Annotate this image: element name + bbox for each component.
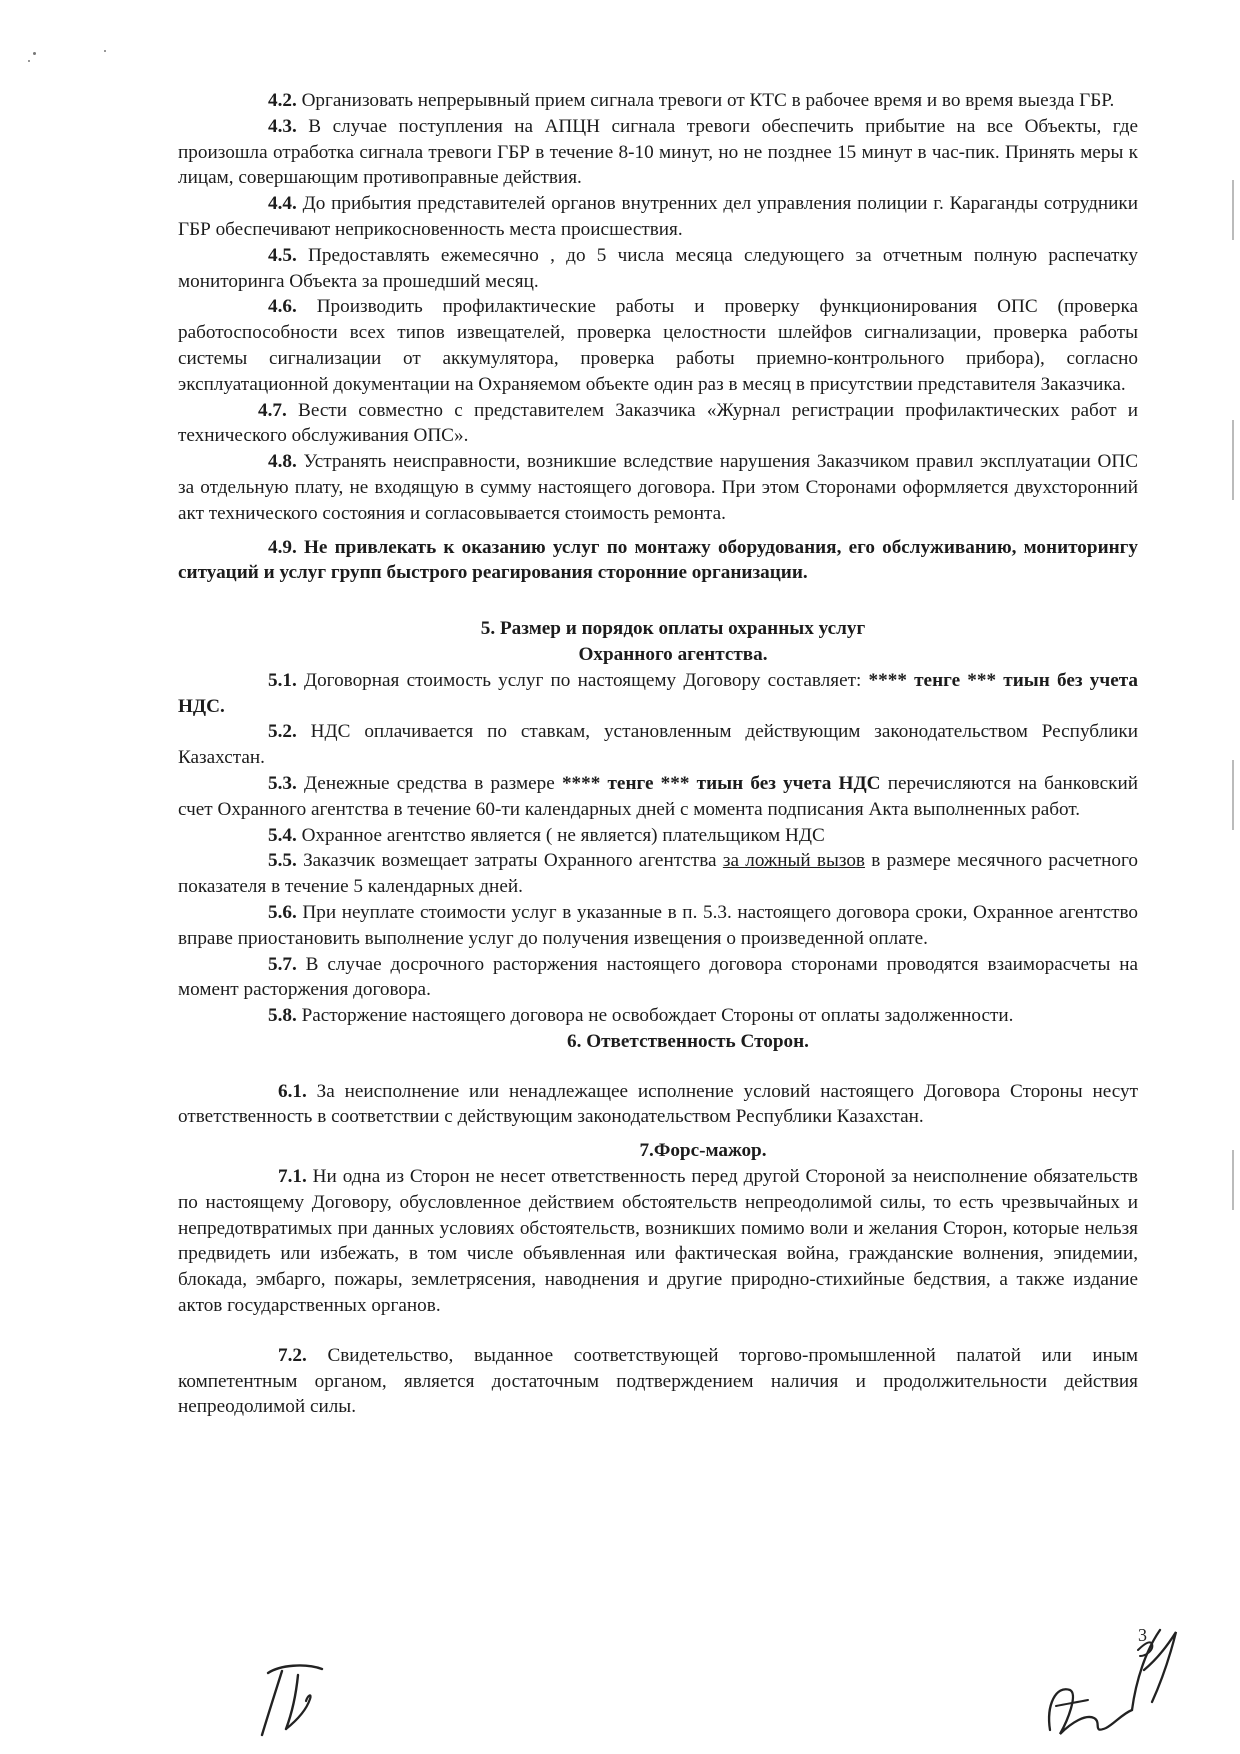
clause-4-2: 4.2. Организовать непрерывный прием сигнала тревоги от КТС в рабочее время и во время выезда ГБР.	[268, 90, 1115, 111]
clause-5-5: 5.5. Заказчик возмещает затраты Охранного агентства за ложный вызов в размере месячного расчетного показателя в течение 5 календарных дней.	[178, 850, 1138, 898]
clause-5-3: 5.3. Денежные средства в размере **** тенге *** тиын без учета НДС перечисляются на банковский счет Охранного агентства в течение 60-ти календарных дней с момента подписания Акта выполненных работ.	[178, 772, 1138, 820]
clause-4-4: 4.4. До прибытия представителей органов внутренних дел управления полиции г. Караганды сотрудники ГБР обеспечивают неприкосновенность места происшествия.	[178, 193, 1138, 240]
clause-4-5: 4.5. Предоставлять ежемесячно , до 5 числа месяца следующего за отчетным полную распечатку мониторинга Объекта за прошедший месяц.	[178, 244, 1138, 292]
clause-5-4: 5.4. Охранное агентство является ( не является) плательщиком НДС	[268, 824, 825, 846]
clause-4-9: 4.9. Не привлекать к оказанию услуг по монтажу оборудования, его обслуживанию, мониторингу ситуаций и услуг групп быстрого реагирования сторонние организации.	[178, 536, 1138, 584]
section-6-title: 6. Ответственность Сторон.	[567, 1030, 809, 1052]
clause-4-3: 4.3. В случае поступления на АПЦН сигнала тревоги обеспечить прибытие на все Объекты, где произошла отработка сигнала тревоги ГБР в течение 8-10 минут, но не позднее 15 минут в час-пик. Принять меры к лицам, совершающим противоправные действия.	[178, 115, 1138, 189]
section-5-subtitle: Охранного агентства.	[578, 643, 768, 665]
clause-5-7: 5.7. В случае досрочного расторжения настоящего договора сторонами проводятся взаиморасчеты на момент расторжения договора.	[178, 953, 1138, 1001]
clause-7-1: 7.1. Ни одна из Сторон не несет ответственность перед другой Стороной за неисполнение обязательств по настоящему Договору, обусловленное действием обстоятельств непреодолимой силы, то есть чрезвычайных и непредотвратимых при данных условиях обстоятельств, возникших помимо воли и желания Сторон, которые нельзя предвидеть или избежать, в том числе объявленная или фактическая война, гражданские волнения, эпидемии, блокада, эмбарго, пожары, землетрясения, наводнения и другие природно-стихийные бедствия, а также издание актов государственных органов.	[178, 1166, 1138, 1317]
section-5-title: 5. Размер и порядок оплаты охранных услуг	[480, 618, 866, 640]
signature-right	[1020, 1610, 1200, 1750]
clause-5-6: 5.6. При неуплате стоимости услуг в указанные в п. 5.3. настоящего договора сроки, Охранное агентство вправе приостановить выполнение услуг до получения извещения о произведенной оплате.	[178, 901, 1138, 949]
clause-4-7: 4.7. Вести совместно с представителем Заказчика «Журнал регистрации профилактических работ и технического обслуживания ОПС».	[178, 399, 1138, 447]
clause-6-1: 6.1. За неисполнение или ненадлежащее исполнение условий настоящего Договора Стороны несут ответственность в соответствии с действующим законодательством Республики Казахстан.	[178, 1080, 1138, 1128]
clause-4-8: 4.8. Устранять неисправности, возникшие вследствие нарушения Заказчиком правил эксплуатации ОПС за отдельную плату, не входящую в сумму настоящего договора. При этом Сторонами оформляется двухсторонний акт технического состояния и согласовывается стоимость ремонта.	[178, 451, 1138, 524]
signature-initials-left	[250, 1655, 340, 1745]
clause-4-6: 4.6. Производить профилактические работы и проверку функционирования ОПС (проверка работоспособности всех типов извещателей, проверка целостности шлейфов сигнализации, проверка работы системы сигнализации от аккумулятора, проверка работы приемно-контрольного прибора), согласно эксплуатационной документации на Охраняемом объекте один раз в месяц в присутствии представителя Заказчика.	[178, 296, 1138, 395]
clause-5-2: 5.2. НДС оплачивается по ставкам, установленным действующим законодательством Республики Казахстан.	[178, 721, 1138, 769]
section-7-title: 7.Форс-мажор.	[639, 1140, 767, 1162]
underlined-phrase: за ложный вызов	[722, 850, 865, 872]
clause-5-8: 5.8. Расторжение настоящего договора не освобождает Стороны от оплаты задолженности.	[268, 1005, 1014, 1027]
clause-7-2: 7.2. Свидетельство, выданное соответствующей торгово-промышленной палатой или иным компетентным органом, является достаточным подтверждением наличия и продолжительности действия непреодолимой силы.	[178, 1344, 1138, 1418]
page-number: 3	[1138, 1625, 1147, 1645]
document-page	[178, 88, 1138, 1420]
clause-5-1: 5.1. Договорная стоимость услуг по настоящему Договору составляет: **** тенге *** тиын без учета НДС.	[178, 669, 1138, 717]
